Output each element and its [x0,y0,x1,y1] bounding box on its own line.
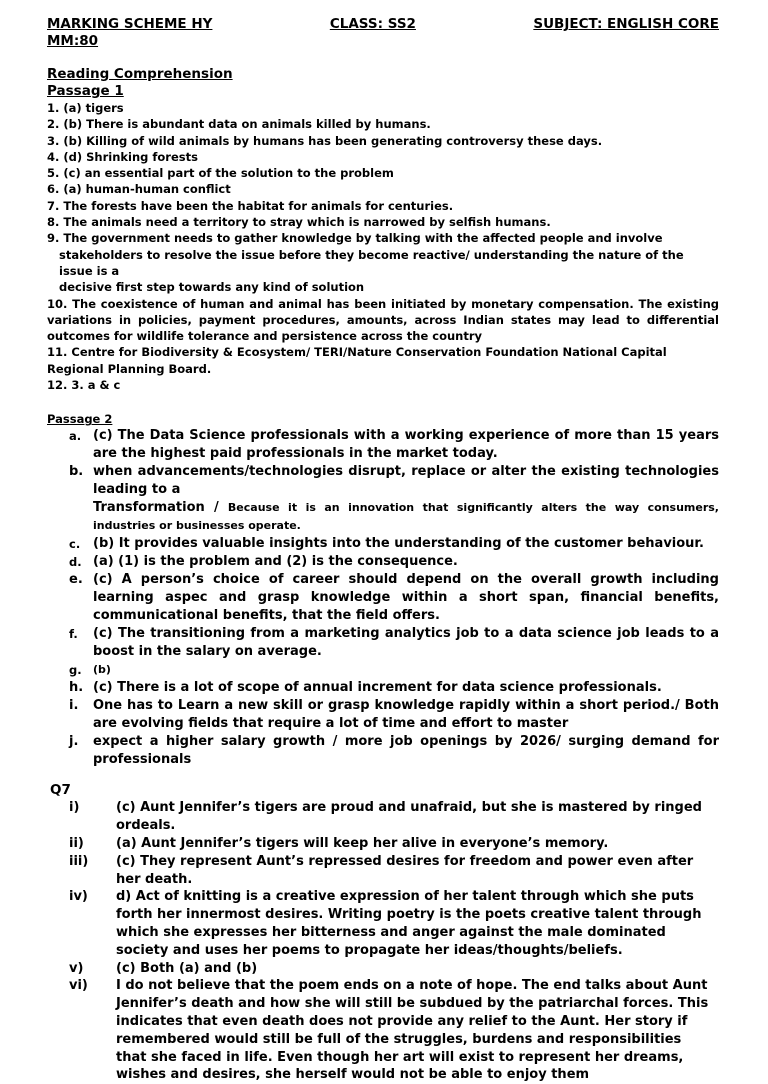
answer-9-line: stakeholders to resolve the issue before they become reactive/ understanding the nature of the issue is a [59,247,684,278]
answer-text: (b) [93,663,111,677]
answer-text: (c) There is a lot of scope of annual increment for data science professionals. [93,680,662,696]
answer-item [47,571,719,625]
answer-text: (c) The Data Science professionals with a working experience of more than 15 years are the highest paid professionals in the market today. [93,428,719,462]
answer-text: d) Act of knitting is a creative expression of her talent through which she puts forth her innermost desires. Writing poetry is the poets creative talent through which she expresses her bitterness and anger against the male dominated society and uses her poems to propagate her ideas/thoughts/beliefs. [116,889,702,958]
answer-item [47,661,719,679]
answer-item [47,799,719,835]
answer-text: expect a higher salary growth / more job openings by 2026/ surging demand for professionals [93,734,719,768]
q7-title: Q7 [50,782,71,799]
answer-label: v) [69,960,84,976]
answer-item: 2. (b) There is abundant data on animals killed by humans. [47,117,431,132]
answer-item [47,427,719,463]
class-label: CLASS: SS2 [329,16,416,32]
answer-item-10: 10. The coexistence of human and animal has been initiated by monetary compensation. The existing variations in policies, payment procedures, amounts, across Indian states may lead to differential outcomes for wildlife tolerance and persistence across the country [47,296,719,344]
answer-label: vi) [69,978,88,994]
answer-item [47,463,719,535]
answer-text-part: Transformation / [93,500,228,516]
answer-item [47,835,719,853]
answer-item [47,535,719,553]
answer-item: 8. The animals need a territory to stray which is narrowed by selfish humans. [47,215,551,230]
passage2-answers [47,427,719,769]
answer-item: 1. (a) tigers [47,101,124,115]
answer-label: a. [69,429,82,444]
answer-item: 4. (d) Shrinking forests [47,149,198,164]
answer-label: e. [69,572,83,588]
section-title: Reading Comprehension [47,66,233,82]
answer-label: iii) [69,853,89,869]
answer-label: b. [69,464,84,480]
answer-label: f. [69,627,78,642]
answer-text: (c) A person’s choice of career should depend on the overall growth including learning aspec and grasp knowledge within a short span, financial benefits, communicational benefits, that the field offers. [93,572,719,624]
answer-item: 7. The forests have been the habitat for animals for centuries. [47,198,454,213]
q7-answers [47,799,719,1084]
answer-label: g. [69,663,82,678]
answer-text: (c) The transitioning from a marketing analytics job to a data science job leads to a boost in the salary on average. [93,626,719,660]
answer-item [47,960,719,978]
answer-item: 5. (c) an essential part of the solution to the problem [47,166,394,181]
answer-item [47,679,719,697]
passage1-answers [47,100,719,393]
answer-item [47,853,719,889]
answer-text: (a) (1) is the problem and (2) is the consequence. [93,554,458,570]
answer-item [47,625,719,661]
answer-label: i) [69,800,80,816]
answer-item [47,888,719,959]
answer-text: (c) Both (a) and (b) [116,960,258,976]
answer-label: i. [69,698,79,714]
answer-label: j. [69,734,79,750]
answer-item [47,697,719,733]
answer-text: I do not believe that the poem ends on a note of hope. The end talks about Aunt Jennifer’s death and how she will still be subdued by the patriarchal forces. This indicates that even death does not provide any relief to the Aunt. Her story if remembered would still be full of the struggles, burdens and responsibilities that she faced in life. Even though her art will exist to represent her dreams, wishes and desires, she herself would not be able to enjoy them [116,978,709,1083]
answer-text: (c) They represent Aunt’s repressed desires for freedom and power even after her death. [116,853,694,887]
answer-item [47,733,719,769]
answer-item-9 [47,230,719,295]
answer-9-line: 9. The government needs to gather knowledge by talking with the affected people and involve [47,231,663,246]
marking-scheme-page [47,16,719,1084]
answer-label: d. [69,555,82,570]
answer-text: One has to Learn a new skill or grasp knowledge rapidly within a short period./ Both are evolving fields that require a lot of time and effort to master [93,698,719,732]
passage2-title: Passage 2 [47,412,113,427]
passage1-title: Passage 1 [47,83,124,99]
answer-text: (c) Aunt Jennifer’s tigers are proud and unafraid, but she is mastered by ringed ordeals. [116,800,702,834]
answer-text-part: when advancements/technologies disrupt, replace or alter the existing technologies leading to a [93,464,719,498]
answer-text: (a) Aunt Jennifer’s tigers will keep her alive in everyone’s memory. [116,835,609,851]
answer-label: ii) [69,835,84,851]
answer-item-12: 12. 3. a & c [47,378,121,393]
answer-item: 3. (b) Killing of wild animals by humans has been generating controversy these days. [47,133,603,148]
document-header [47,16,719,33]
answer-label: iv) [69,889,88,905]
scheme-title: MARKING SCHEME HY [47,16,213,32]
answer-text: (b) It provides valuable insights into the understanding of the customer behaviour. [93,536,704,552]
answer-text-part: Because it is an innovation that significantly alters the way consumers, industries or businesses operate. [93,501,719,533]
subject-label: SUBJECT: ENGLISH CORE [533,16,719,32]
max-marks: MM:80 [47,33,99,49]
answer-label: c. [69,537,81,552]
answer-item-11: 11. Centre for Biodiversity & Ecosystem/ TERI/Nature Conservation Foundation National Capital Regional Planning Board. [47,345,667,376]
answer-9-line: decisive first step towards any kind of solution [59,280,365,295]
answer-text [93,463,719,535]
answer-item: 6. (a) human-human conflict [47,182,231,197]
answer-label: h. [69,680,84,696]
answer-item [47,553,719,571]
answer-item [47,977,719,1084]
